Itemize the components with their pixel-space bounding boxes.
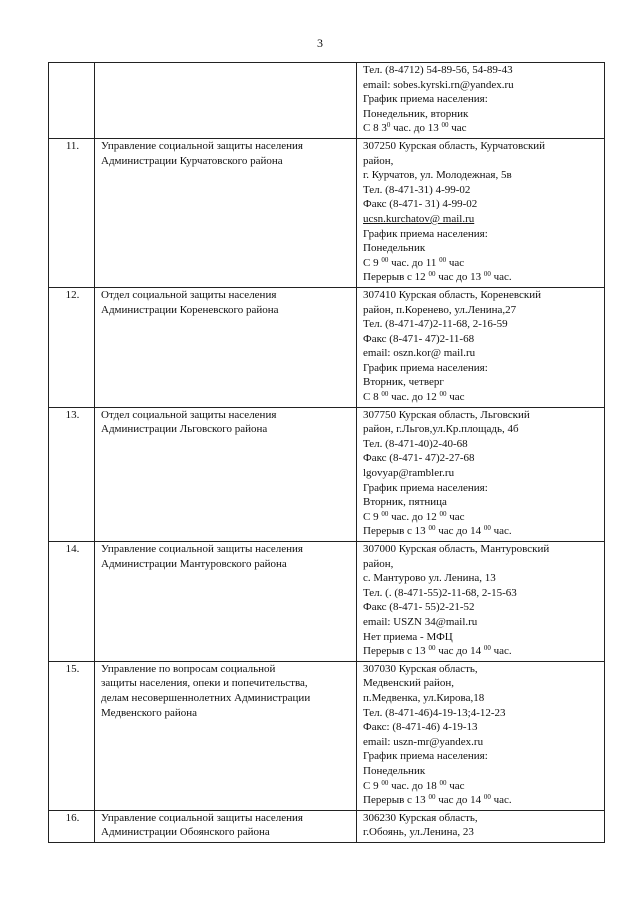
contact-line: Тел. (8-471-46)4-19-13;4-12-23 [363,706,506,719]
superscript-minutes: 0 [386,121,391,130]
contact-line [363,779,600,794]
row-number: 15. [49,661,95,810]
contact-line: район, г.Льгов,ул.Кр.площадь, 4б [363,423,519,436]
table-row [49,287,605,407]
institution-name-line: Администрации Мантуровского района [101,557,287,570]
contact-line: lgovyap@rambler.ru [363,467,455,480]
contact-line: График приема населения: [363,361,488,374]
schedule-text: час [446,510,465,523]
contact-line: г. Курчатов, ул. Молодежная, 5в [363,169,512,182]
schedule-text: час [446,391,465,404]
contact-line [363,644,600,659]
contact-line: Тел. (8-471-47)2-11-68, 2-16-59 [363,318,508,331]
row-number: 11. [49,138,95,287]
schedule-text: С 8 [363,391,382,404]
superscript-minutes: 00 [483,524,491,533]
table-row [49,661,605,810]
schedule-text: час [446,779,465,792]
institution-name-line: делам несовершеннолетних Администрации [101,691,311,704]
contact-line: email: USZN 34@mail.ru [363,615,478,628]
contact-info [357,138,605,287]
table-body [49,63,605,843]
schedule-text: час. до 18 [388,779,440,792]
schedule-text: Перерыв с 13 [363,794,429,807]
contact-line: Факс (8-471- 31) 4-99-02 [363,198,478,211]
contact-line: район, п.Коренево, ул.Ленина,27 [363,303,517,316]
institution-name [95,63,357,139]
contact-line: с. Мантурово ул. Ленина, 13 [363,572,496,585]
contact-line [363,510,600,525]
contact-line [363,793,600,808]
contact-line [363,390,600,405]
superscript-minutes: 00 [381,509,389,518]
superscript-minutes: 00 [483,793,491,802]
contact-info [357,287,605,407]
superscript-minutes: 00 [428,270,436,279]
superscript-minutes: 00 [439,778,447,787]
institution-name-line: Управление социальной защиты населения [101,811,303,824]
contact-line: Тел. (. (8-471-55)2-11-68, 2-15-63 [363,586,517,599]
contact-line: График приема населения: [363,227,488,240]
institution-name-line: Отдел социальной защиты населения [101,408,277,421]
contact-line: Тел. (8-471-40)2-40-68 [363,437,468,450]
contact-line: График приема населения: [363,481,488,494]
superscript-minutes: 00 [483,644,491,653]
contact-info [357,63,605,139]
contact-line: email: sobes.kyrski.rn@yandex.ru [363,78,514,91]
institution-name [95,287,357,407]
schedule-text: час [446,256,465,269]
contact-line: Вторник, пятница [363,496,447,509]
table-row [49,542,605,662]
institution-name-line: Управление социальной защиты населения [101,139,303,152]
superscript-minutes: 00 [439,255,447,264]
superscript-minutes: 00 [381,255,389,264]
schedule-text: час до 13 [435,271,484,284]
contact-line: район, [363,154,394,167]
institution-name-line: Администрации Кореневского района [101,303,279,316]
row-number: 16. [49,810,95,842]
contact-info [357,661,605,810]
contact-line: Факс (8-471- 47)2-11-68 [363,332,475,345]
schedule-text: час. до 13 [390,122,442,135]
superscript-minutes: 00 [381,778,389,787]
contact-line: Факс: (8-471-46) 4-19-13 [363,721,478,734]
schedule-text: С 8 3 [363,122,387,135]
contact-line: Понедельник [363,764,426,777]
superscript-minutes: 00 [428,793,436,802]
schedule-text: час. [490,271,512,284]
row-number [49,63,95,139]
institution-name-line: Управление социальной защиты населения [101,543,303,555]
institution-name [95,542,357,662]
contact-line: район, [363,557,394,570]
contact-line [363,270,600,285]
contact-info [357,810,605,842]
contact-line [363,121,600,136]
contact-line: 307750 Курская область, Льговский [363,408,530,421]
schedule-text: С 9 [363,256,382,269]
row-number: 14. [49,542,95,662]
institutions-table [48,62,605,843]
contact-line: 307250 Курская область, Курчатовский [363,139,546,152]
contact-line: г.Обоянь, ул.Ленина, 23 [363,826,474,839]
schedule-text: Перерыв с 13 [363,645,429,658]
institution-name [95,661,357,810]
contact-line: Понедельник [363,242,426,255]
superscript-minutes: 00 [428,644,436,653]
institution-name-line: защиты населения, опеки и попечительства, [101,677,308,690]
institution-name-line: Отдел социальной защиты населения [101,288,277,301]
contact-info [357,407,605,541]
institution-name-line: Администрации Курчатовского района [101,154,283,167]
contact-line [363,524,600,539]
schedule-text: час. до 12 [388,510,440,523]
contact-line: График приема населения: [363,750,488,763]
institution-name-line: Медвенского района [101,706,198,719]
institution-name [95,138,357,287]
schedule-text: час. [490,794,512,807]
schedule-text: С 9 [363,779,382,792]
schedule-text: Перерыв с 13 [363,525,429,538]
contact-line: Понедельник, вторник [363,107,469,120]
contact-line: email: uszn-mr@yandex.ru [363,735,484,748]
schedule-text: час [448,122,467,135]
contact-line: 307030 Курская область, [363,662,478,675]
schedule-text: час до 14 [435,525,484,538]
superscript-minutes: 00 [381,390,389,399]
contact-line: 306230 Курская область, [363,811,478,824]
table-row [49,810,605,842]
contact-line: Медвенский район, [363,677,455,690]
contact-line: Факс (8-471- 47)2-27-68 [363,452,475,465]
contact-line: Факс (8-471- 55)2-21-52 [363,601,475,614]
row-number: 13. [49,407,95,541]
schedule-text: час до 14 [435,645,484,658]
row-number: 12. [49,287,95,407]
contact-line: п.Медвенка, ул.Кирова,18 [363,691,485,704]
institution-name-line: Управление по вопросам социальной [101,662,276,675]
contact-line: Нет приема - МФЦ [363,630,453,643]
institution-name [95,407,357,541]
table-row [49,138,605,287]
superscript-minutes: 00 [441,121,449,130]
institution-name [95,810,357,842]
contact-info [357,542,605,662]
superscript-minutes: 00 [439,509,447,518]
schedule-text: час до 14 [435,794,484,807]
schedule-text: Перерыв с 12 [363,271,429,284]
superscript-minutes: 00 [428,524,436,533]
contact-line: Тел. (8-471-31) 4-99-02 [363,183,471,196]
institution-name-line: Администрации Обоянского района [101,826,270,839]
table-row [49,407,605,541]
contact-line: 307000 Курская область, Мантуровский [363,543,550,555]
contact-line: 307410 Курская область, Кореневский [363,288,541,301]
contact-line [363,256,600,271]
schedule-text: час. [490,525,512,538]
schedule-text: час. до 12 [388,391,440,404]
superscript-minutes: 00 [483,270,491,279]
email-link[interactable]: ucsn.kurchatov@ mail.ru [363,212,475,225]
contact-line: Вторник, четверг [363,376,444,389]
schedule-text: С 9 [363,510,382,523]
schedule-text: час. [490,645,512,658]
table-row [49,63,605,139]
contact-line: График приема населения: [363,93,488,106]
schedule-text: час. до 11 [388,256,440,269]
contact-line: email: oszn.kor@ mail.ru [363,347,476,360]
institution-name-line: Администрации Льговского района [101,423,268,436]
superscript-minutes: 00 [439,390,447,399]
contact-line: Тел. (8-4712) 54-89-56, 54-89-43 [363,64,513,76]
page-number: 3 [317,36,323,50]
